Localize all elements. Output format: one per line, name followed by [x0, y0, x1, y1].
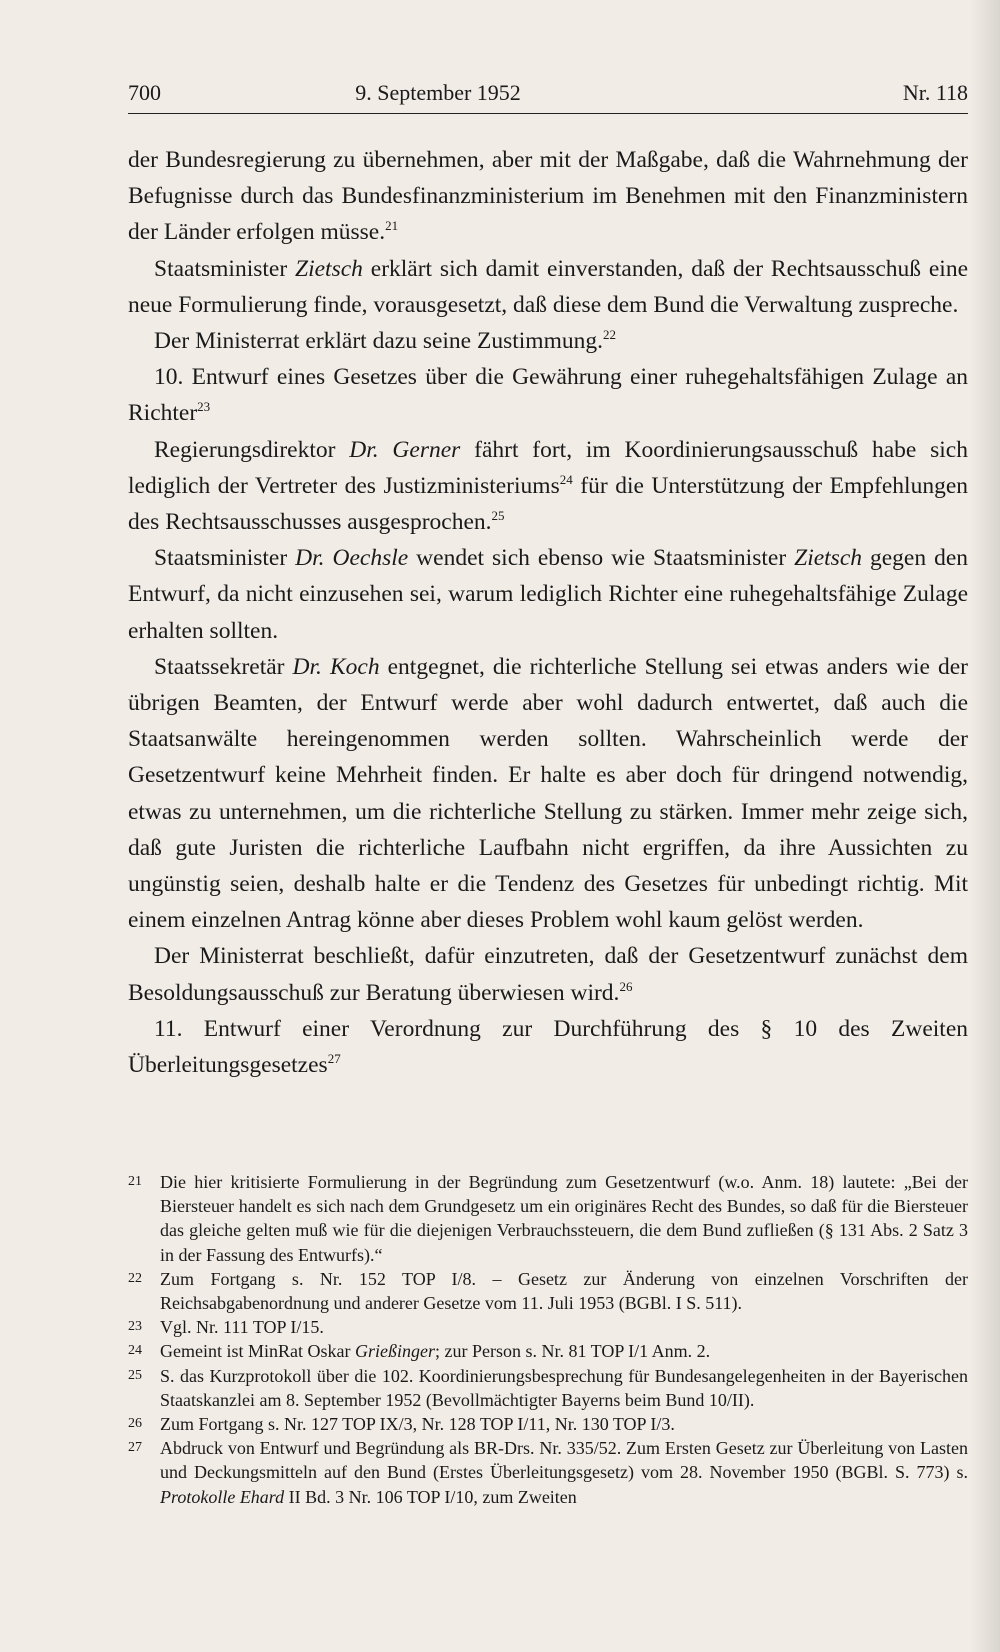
footnote-number: 24 — [128, 1343, 142, 1359]
footnote-number: 22 — [128, 1270, 142, 1286]
footnote-ref: 24 — [559, 471, 573, 487]
paragraph-8 — [128, 938, 968, 1010]
paragraph-text: wendet sich ebenso wie Staatsminister — [408, 545, 795, 572]
person-name: Dr. Oechsle — [295, 545, 409, 572]
footnote-ref: 26 — [619, 978, 633, 994]
document-number: Nr. 118 — [902, 80, 968, 105]
page-edge-shadow — [970, 0, 1000, 1652]
person-name: Grießinger — [354, 1341, 435, 1362]
paragraph-text: der Bundesregierung zu übernehmen, aber mit der Maßgabe, daß die Wahrnehmung der Befugnisse durch das Bundesfinanzministerium im Benehmen mit den Finanzministern der Länder erfolgen müsse. — [128, 147, 968, 246]
footnote-text: Gemeint ist MinRat Oskar — [160, 1341, 355, 1362]
footnote-21 — [128, 1170, 968, 1267]
header-date: 9. September 1952 — [355, 80, 521, 105]
paragraph-text: erklärt sich damit einverstanden, daß der Rechtsausschuß eine neue Formulierung finde, vorausgesetzt, daß diese dem Bund die Verwaltung zuspreche. — [128, 255, 968, 318]
running-header — [128, 74, 968, 112]
footnote-text: Die hier kritisierte Formulierung in der Begründung zum Gesetzentwurf (w.o. Anm. 18) lautete: „Bei der Biersteuer handelt es sich nach dem Grundgesetz um ein originäres Recht des Bundes, so daß für die Biersteuer das gleiche gelten muß wie für die diejenigen Verbrauchssteuern, die dem Bund zufließen (§ 131 Abs. 2 Satz 3 in der Fassung des Entwurfs).“ — [160, 1172, 968, 1265]
footnote-25 — [128, 1364, 968, 1412]
footnote-ref: 21 — [385, 218, 399, 234]
footnote-text: II Bd. 3 Nr. 106 TOP I/10, zum Zweiten — [284, 1486, 577, 1507]
footnote-number: 25 — [128, 1367, 142, 1383]
footnote-number: 23 — [128, 1319, 142, 1335]
paragraph-text: fährt fort, im Koordinierungsausschuß habe sich lediglich der Vertreter des Justizministeriums — [128, 436, 968, 499]
paragraph-2 — [128, 251, 968, 323]
paragraph-text: Der Ministerrat beschließt, dafür einzutreten, daß der Gesetzentwurf zunächst dem Besoldungsausschuß zur Beratung überwiesen wird. — [128, 943, 968, 1006]
paragraph-text: Regierungsdirektor — [154, 436, 350, 463]
footnote-26 — [128, 1412, 968, 1436]
footnote-ref: 25 — [491, 508, 505, 524]
footnote-text: Zum Fortgang s. Nr. 127 TOP IX/3, Nr. 128 TOP I/11, Nr. 130 TOP I/3. — [160, 1414, 675, 1435]
paragraph-3 — [128, 323, 968, 359]
footnote-text: S. das Kurzprotokoll über die 102. Koordinierungsbesprechung für Bundesangelegenheiten in der Bayerischen Staatskanzlei am 8. September 1952 (Bevollmächtigter Bayerns beim Bund 10/II). — [160, 1365, 968, 1410]
agenda-heading: 11. Entwurf einer Verordnung zur Durchführung des § 10 des Zweiten Überleitungsgesetzes — [128, 1015, 968, 1079]
footnote-number: 27 — [128, 1440, 142, 1456]
footnote-22 — [128, 1267, 968, 1315]
header-rule — [128, 113, 968, 114]
footnote-text: Abdruck von Entwurf und Begründung als BR-Drs. Nr. 335/52. Zum Ersten Gesetz zur Überleitung von Lasten und Deckungsmitteln auf den Bund (Erstes Überleitungsgesetz) vom 28. November 1950 (BGBl. S. 773) s. — [160, 1438, 968, 1483]
footnote-text: ; zur Person s. Nr. 81 TOP I/1 Anm. 2. — [434, 1341, 711, 1362]
agenda-heading: 10. Entwurf eines Gesetzes über die Gewährung einer ruhegehaltsfähigen Zulage an Richter — [128, 364, 968, 427]
agenda-item-11 — [128, 1011, 968, 1083]
agenda-item-10 — [128, 359, 968, 431]
footnote-text: Vgl. Nr. 111 TOP I/15. — [160, 1317, 324, 1338]
footnote-ref: 27 — [327, 1051, 341, 1067]
footnote-text: Zum Fortgang s. Nr. 152 TOP I/8. – Gesetz zur Änderung von einzelnen Vorschriften der Reichsabgabenordnung und anderer Gesetze vom 11. Juli 1953 (BGBl. I S. 511). — [160, 1268, 968, 1314]
paragraph-text: gegen den Entwurf, da nicht einzusehen sei, warum lediglich Richter eine ruhegehaltsfähige Zulage erhalten sollten. — [128, 545, 969, 644]
footnote-23 — [128, 1315, 968, 1339]
source-title: Protokolle Ehard — [160, 1486, 285, 1507]
footnote-24 — [128, 1339, 968, 1363]
paragraph-text: für die Unterstützung der Empfehlungen des Rechtsausschusses ausgesprochen. — [128, 472, 968, 536]
footnote-ref: 23 — [197, 399, 211, 415]
footnote-ref: 22 — [602, 327, 616, 343]
paragraph-5 — [128, 432, 968, 541]
footnote-number: 26 — [128, 1416, 142, 1432]
footnotes — [128, 1170, 968, 1509]
paragraph-text: Der Ministerrat erklärt dazu seine Zustimmung. — [154, 328, 603, 355]
main-text — [128, 142, 968, 1083]
person-name: Dr. Koch — [292, 653, 380, 680]
person-name: Dr. Gerner — [349, 436, 461, 463]
paragraph-1 — [128, 142, 968, 251]
person-name: Zietsch — [295, 255, 363, 282]
page-number: 700 — [128, 80, 161, 105]
paragraph-text: entgegnet, die richterliche Stellung sei etwas anders wie der übrigen Beamten, der Entwurf werde aber wohl dadurch entwertet, daß auch die Staatsanwälte hereingenommen werden sollten. Wahrscheinlich werde der Gesetzentwurf keine Mehrheit finden. Er halte es aber doch für dringend notwendig, etwas zu unternehmen, um die richterliche Stellung zu stärken. Immer mehr zeige sich, daß gute Juristen die richterliche Laufbahn nicht ergriffen, da ihre Aussichten zu ungünstig seien, deshalb halte er die Tendenz des Gesetzes für unbedingt richtig. Mit einem einzelnen Antrag könne aber dieses Problem wohl kaum gelöst werden. — [128, 653, 968, 934]
paragraph-text: Staatsminister — [154, 255, 296, 282]
paragraph-7 — [128, 649, 968, 939]
footnote-27 — [128, 1436, 968, 1509]
footnote-number: 21 — [128, 1174, 142, 1189]
person-name: Zietsch — [794, 545, 863, 572]
paragraph-text: Staatsminister — [154, 545, 296, 572]
paragraph-text: Staatssekretär — [154, 653, 293, 680]
paragraph-6 — [128, 540, 968, 649]
